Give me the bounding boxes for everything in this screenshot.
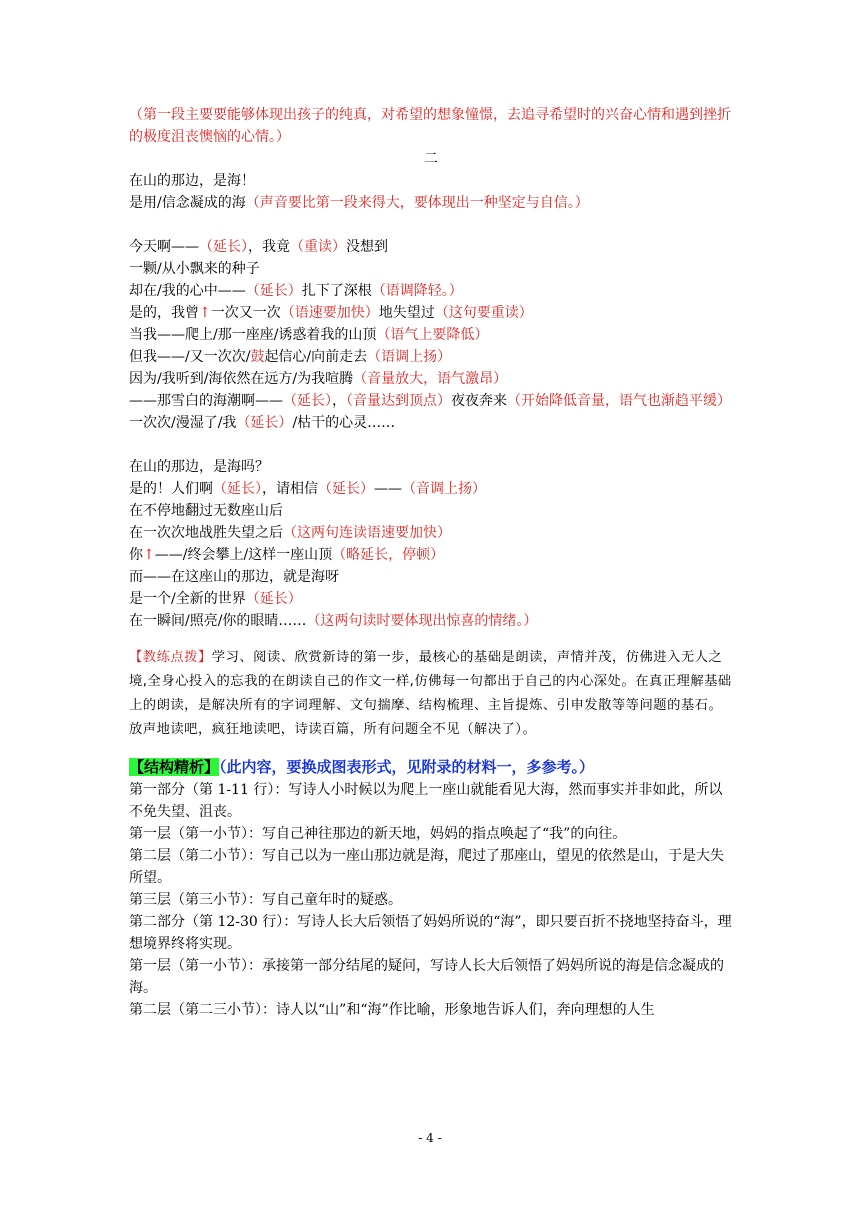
reading-note: 鼓 xyxy=(250,349,265,365)
document-page xyxy=(129,104,733,1021)
part1-reading-note: （第一段主要要能够体现出孩子的纯真，对希望的想象憧憬，去追寻希望时的兴奋心情和遇到挫折的极度沮丧懊恼的心情。） xyxy=(129,107,731,145)
stanza3-line xyxy=(129,236,733,258)
reading-note: （这句要重读） xyxy=(434,305,533,321)
stanza4-line xyxy=(129,588,733,610)
structure-item: 第二层（第二小节）：写自己以为一座山那边就是海，爬过了那座山，望见的依然是山，于是大失所望。 xyxy=(129,848,724,886)
reading-note: （重读） xyxy=(290,239,346,255)
poem-text: 在山的那边，是海吗？ xyxy=(129,459,269,475)
poem-text: 而——在这座山的那边，就是海呀 xyxy=(129,569,339,585)
structure-heading xyxy=(129,756,733,779)
structure-item: 第二层（第二三小节）：诗人以“山”和“海”作比喻，形象地告诉人们，奔向理想的人生 xyxy=(129,1002,655,1018)
reading-note: （略延长，停顿） xyxy=(332,547,445,563)
poem-text: 一次次/漫湿了/我 xyxy=(129,415,237,431)
stanza4-line xyxy=(129,478,733,500)
poem-text: 是的！人们啊 xyxy=(129,481,213,497)
reading-note: （语调上扬） xyxy=(367,349,452,365)
poem-text: 夜夜奔来 xyxy=(451,393,507,409)
reading-note: （音量放大，语气激昂） xyxy=(353,371,508,387)
structure-list xyxy=(129,779,733,1021)
coach-tip xyxy=(129,646,733,718)
poem-text: ，请相信 xyxy=(262,481,318,497)
stanza4-line xyxy=(129,500,733,522)
stanza-4 xyxy=(129,456,733,632)
coach-tip-label: 【教练点拨】 xyxy=(129,650,212,665)
poem-text: /枯干的心灵…… xyxy=(292,415,396,431)
stanza3-line xyxy=(129,390,733,412)
stanza3-line xyxy=(129,280,733,302)
reading-note: （延长） xyxy=(245,283,302,299)
reading-note: （音调上扬） xyxy=(402,481,486,497)
reading-note: （语气上要降低） xyxy=(376,327,489,343)
reading-note: （延长） xyxy=(245,591,302,607)
stanza3-line xyxy=(129,412,733,434)
poem-text: —— xyxy=(374,481,402,497)
structure-item: 第二部分（第 12-30 行）：写诗人长大后领悟了妈妈所说的“海”，即只要百折不挠地坚持奋斗，理想境界终将实现。 xyxy=(129,914,732,952)
reading-note: （这两句连读语速要加快） xyxy=(283,525,451,541)
stanza3-line xyxy=(129,346,733,368)
poem-text: 地失望过 xyxy=(378,305,435,321)
reading-note: （语速要加快） xyxy=(280,305,379,321)
reading-note: （延长） xyxy=(283,393,332,409)
poem-text: 起信心/向前走去 xyxy=(264,349,368,365)
stanza2-line1: 在山的那边，是海！ xyxy=(129,173,255,189)
stanza3-line xyxy=(129,302,733,324)
poem-text: ， xyxy=(332,393,346,409)
structure-note: （此内容，要换成图表形式，见附录的材料一，多参考。） xyxy=(219,758,595,776)
poem-text: 你 xyxy=(129,547,143,563)
poem-text: ，我竟 xyxy=(248,239,290,255)
poem-text: 在一次次地战胜失望之后 xyxy=(129,525,283,541)
poem-text: 扎下了深根 xyxy=(301,283,372,299)
reading-note: （延长） xyxy=(318,481,374,497)
poem-text: 在不停地翻过无数座山后 xyxy=(129,503,283,519)
structure-label: 【结构精析】 xyxy=(129,758,220,776)
stanza3-line xyxy=(129,258,733,280)
poem-text: ——那雪白的海潮啊—— xyxy=(129,393,283,409)
stanza2-line2 xyxy=(129,192,733,214)
poem-text: 却在/我的心中—— xyxy=(129,283,246,299)
reading-note: ↑ xyxy=(199,305,211,321)
structure-item: 第一层（第一小节）：承接第一部分结尾的疑问，写诗人长大后领悟了妈妈所说的海是信念凝成的海。 xyxy=(129,958,724,996)
stanza4-line xyxy=(129,522,733,544)
reading-note: （延长） xyxy=(213,481,262,497)
poem-text: 在一瞬间/照亮/你的眼睛…… xyxy=(129,613,307,629)
structure-item: 第三层（第三小节）：写自己童年时的疑惑。 xyxy=(129,892,402,908)
reading-note: （语调降轻。） xyxy=(371,283,463,299)
reading-note: （延长） xyxy=(236,415,293,431)
poem-text: ——/终会攀上/这样一座山顶 xyxy=(154,547,333,563)
section-heading-two: 二 xyxy=(424,151,438,167)
reading-note: ↑ xyxy=(143,547,155,563)
poem-text: 当我——爬上/那一座座/诱惑着我的山顶 xyxy=(129,327,377,343)
stanza3-line xyxy=(129,368,733,390)
poem-text: 一颗/从小飘来的种子 xyxy=(129,261,260,277)
reading-note: （开始降低音量，语气也渐趋平缓） xyxy=(507,393,731,409)
stanza4-line xyxy=(129,456,733,478)
structure-item: 第一层（第一小节）：写自己神往那边的新天地，妈妈的指点唤起了“我”的向往。 xyxy=(129,826,627,842)
reading-note: （声音要比第一段来得大，要体现出一种坚定与自信。） xyxy=(245,195,589,211)
stanza-3 xyxy=(129,236,733,434)
poem-text: 没想到 xyxy=(346,239,388,255)
page-number: - 4 - xyxy=(418,1131,442,1145)
stanza3-line xyxy=(129,324,733,346)
stanza4-line xyxy=(129,544,733,566)
reading-note: （音量达到顶点） xyxy=(346,393,451,409)
poem-text: 因为/我听到/海依然在远方/为我喧腾 xyxy=(129,371,354,387)
poem-text: 是用/信念凝成的海 xyxy=(129,195,246,211)
poem-text: 但我——/又一次次/ xyxy=(129,349,251,365)
poem-text: 今天啊—— xyxy=(129,239,199,255)
coach-tip-text: 学习、阅读、欣赏新诗的第一步，最核心的基础是朗读，声情并茂，仿佛进入无人之境,全身心投入的忘我的在朗读自己的作文一样,仿佛每一句都出于自己的内心深处。在真正理解基础上的朗读，是解决所有的字词理解、文句揣摩、结构梳理、主旨提炼、引申发散等等问题的基石。 xyxy=(129,650,732,713)
reading-note: （这两句读时要体现出惊喜的情绪。） xyxy=(306,613,538,629)
poem-text: 是一个/全新的世界 xyxy=(129,591,246,607)
stanza4-line xyxy=(129,566,733,588)
poem-text: 是的，我曾 xyxy=(129,305,199,321)
poem-text: 一次又一次 xyxy=(210,305,281,321)
stanza4-line xyxy=(129,610,733,632)
coach-tip-closing: 放声地读吧，疯狂地读吧，诗读百篇，所有问题全不见（解决了）。 xyxy=(129,722,537,737)
reading-note: （延长） xyxy=(199,239,248,255)
structure-item: 第一部分（第 1-11 行）：写诗人小时候以为爬上一座山就能看见大海，然而事实并非如此，所以不免失望、沮丧。 xyxy=(129,782,723,820)
